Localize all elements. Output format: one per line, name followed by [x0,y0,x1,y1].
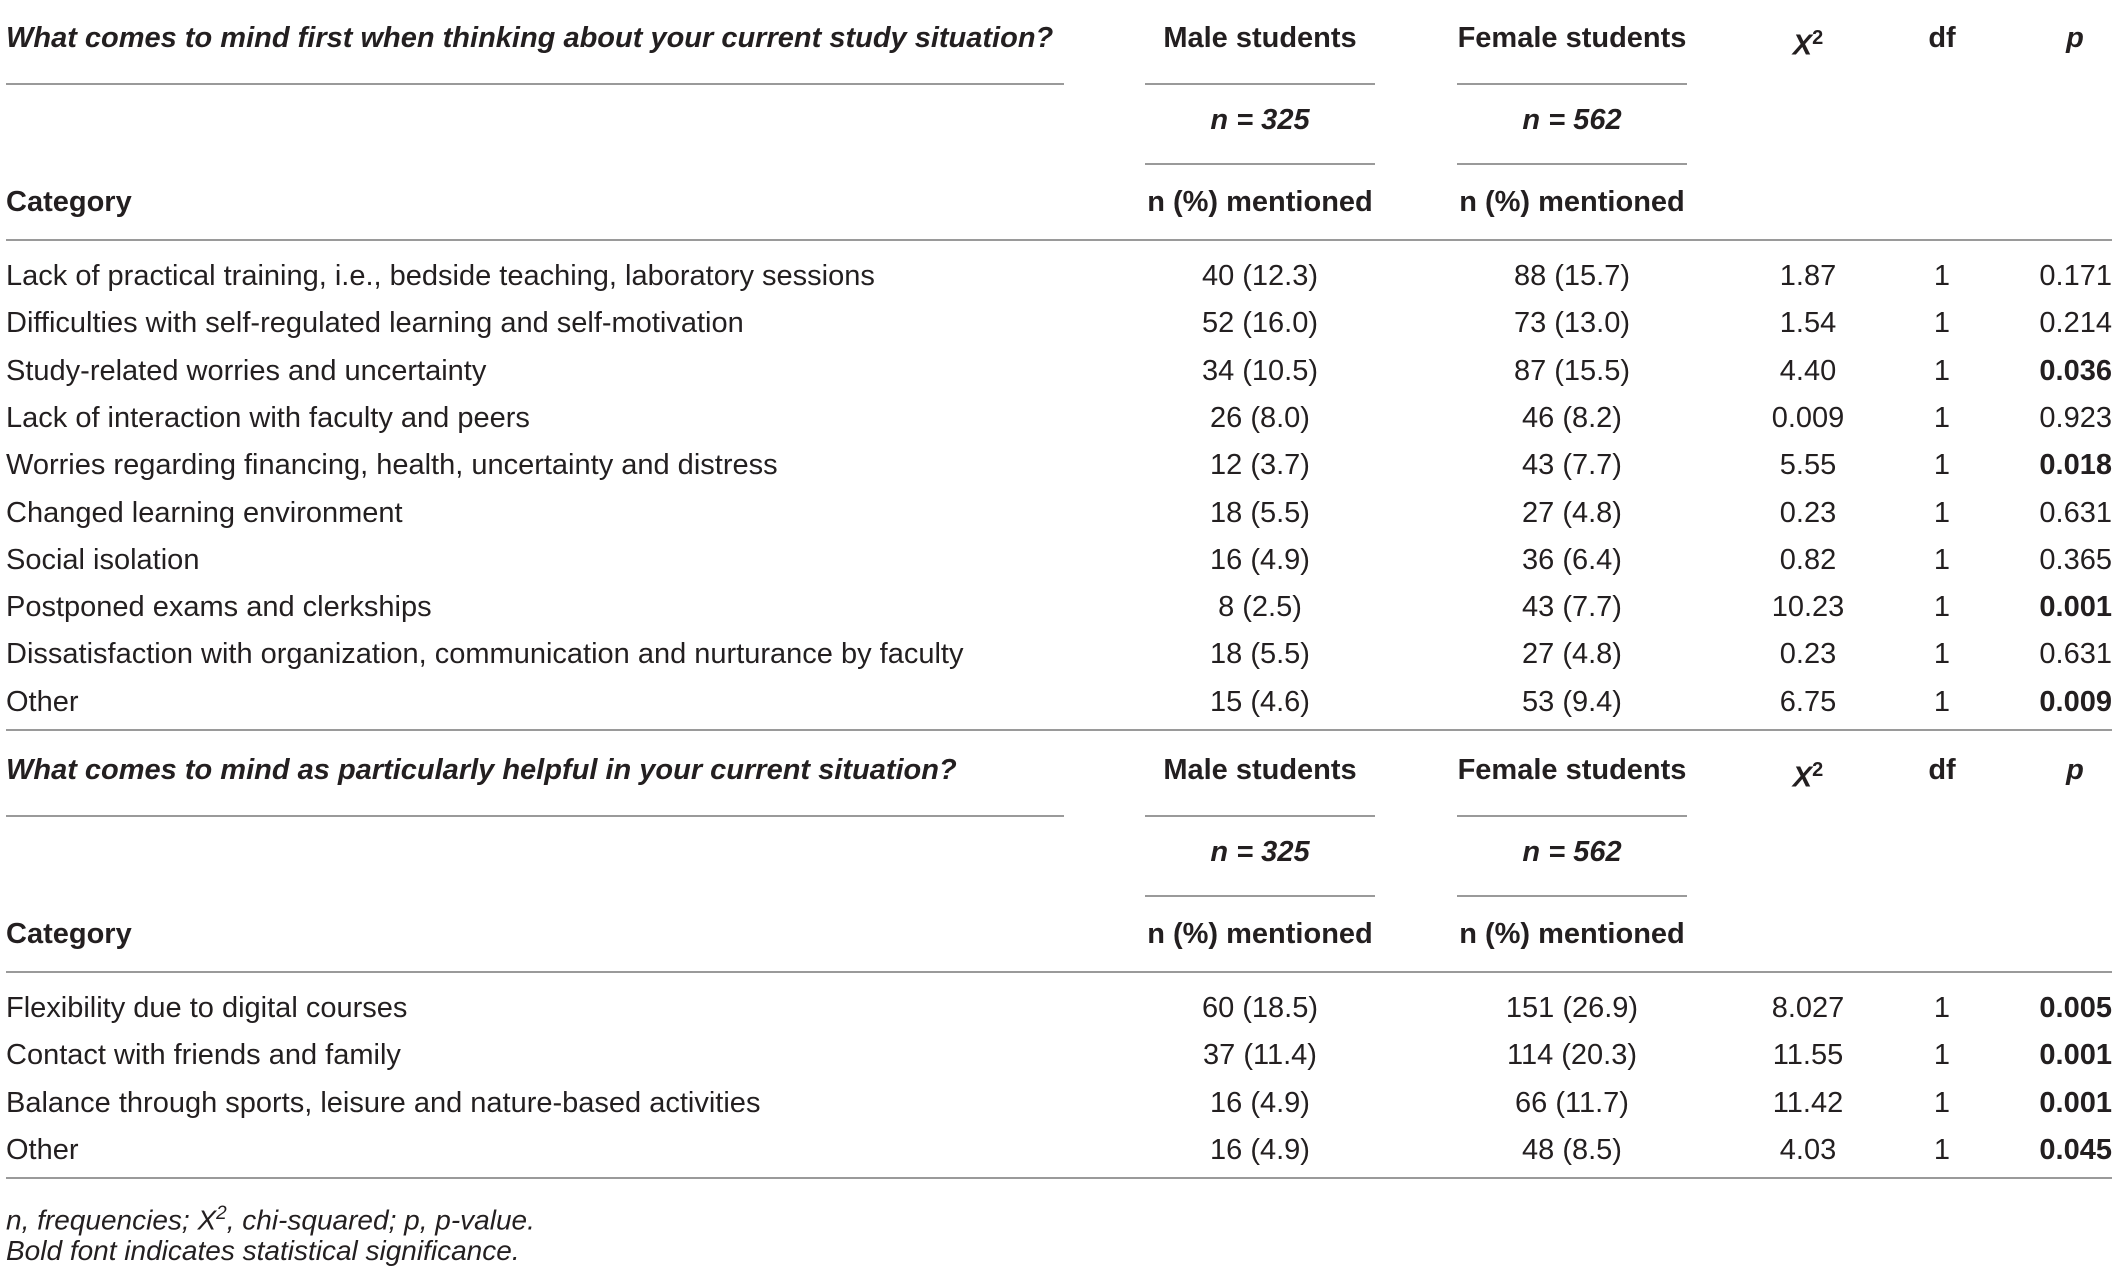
row-female-value: 88 (15.7) [1513,260,1631,292]
row-female-value: 87 (15.5) [1513,354,1631,387]
row-male-value: 12 (3.7) [1210,449,1310,482]
row-category: Social isolation [6,543,200,576]
mentioned-female-header: n (%) mentioned [1459,918,1685,950]
row-p-value: 0.036 [2039,354,2112,387]
row-chi-value: 11.55 [1772,1039,1844,1072]
row-male-value: 18 (5.5) [1210,638,1310,671]
row-male-value: 16 (4.9) [1210,543,1310,576]
row-male-value: 16 (4.9) [1210,1133,1310,1166]
chi-superscript: 2 [1812,27,1824,49]
footnote-abbreviations [6,1196,535,1238]
col-header-df: df [1928,22,1956,54]
row-p-value: 0.214 [2039,307,2112,340]
row-chi-value: 5.55 [1779,449,1837,482]
row-female-value: 48 (8.5) [1522,1133,1622,1166]
row-chi-value: 0.82 [1779,543,1837,576]
row-category: Postponed exams and clerkships [6,591,432,624]
row-male-value: 26 (8.0) [1210,401,1310,434]
row-df-value: 1 [1933,496,1951,529]
row-category: Flexibility due to digital courses [6,992,408,1024]
row-p-value: 0.005 [2039,992,2112,1024]
row-category: Dissatisfaction with organization, communication and nurturance by faculty [6,638,964,671]
row-p-value: 0.171 [2039,260,2112,292]
row-df-value: 1 [1933,354,1951,387]
row-category: Other [6,1133,79,1166]
row-df-value: 1 [1933,1086,1951,1119]
row-df-value: 1 [1933,449,1951,482]
col-header-male: Male students [1163,754,1357,786]
male-underline [1145,83,1375,85]
row-chi-value: 0.23 [1779,638,1837,671]
row-female-value: 66 (11.7) [1515,1086,1629,1119]
row-male-value: 16 (4.9) [1210,1086,1310,1119]
row-df-value: 1 [1933,307,1951,340]
row-female-value: 53 (9.4) [1522,685,1622,718]
n-male-underline [1145,895,1375,897]
chi-symbol: X [1792,29,1813,62]
row-male-value: 37 (11.4) [1203,1039,1317,1072]
col-header-chi-squared [1748,20,1868,64]
female-underline [1457,83,1687,85]
row-chi-value: 11.42 [1772,1086,1844,1119]
row-df-value: 1 [1933,992,1951,1024]
col-header-df: df [1928,754,1956,786]
row-male-value: 8 (2.5) [1218,591,1302,624]
row-df-value: 1 [1933,260,1951,292]
row-male-value: 34 (10.5) [1201,354,1319,387]
row-df-value: 1 [1933,591,1951,624]
col-header-p: p [2066,22,2084,54]
section-bottom-rule [6,1177,2112,1179]
row-p-value: 0.631 [2039,638,2112,671]
row-female-value: 27 (4.8) [1522,638,1622,671]
row-p-value: 0.001 [2039,1086,2112,1119]
category-header: Category [6,918,132,950]
row-df-value: 1 [1933,638,1951,671]
row-chi-value: 8.027 [1771,992,1845,1024]
row-df-value: 1 [1933,1133,1951,1166]
n-female: n = 562 [1522,104,1622,136]
row-p-value: 0.365 [2039,543,2112,576]
row-male-value: 18 (5.5) [1210,496,1310,529]
mentioned-female-header: n (%) mentioned [1459,186,1685,218]
mentioned-male-header: n (%) mentioned [1147,918,1373,950]
col-header-chi-squared [1748,752,1868,796]
row-female-value: 43 (7.7) [1522,449,1622,482]
row-female-value: 36 (6.4) [1522,543,1622,576]
row-chi-value: 10.23 [1771,591,1845,624]
row-chi-value: 1.87 [1779,260,1837,292]
header-bottom-rule [6,971,2112,973]
col-header-male: Male students [1163,22,1357,54]
section-question: What comes to mind as particularly helpful in your current situation? [6,754,957,786]
footnote-significance: Bold font indicates statistical significance. [6,1235,520,1266]
row-female-value: 46 (8.2) [1522,401,1622,434]
category-header: Category [6,186,132,218]
row-p-value: 0.045 [2039,1133,2112,1166]
female-underline [1457,815,1687,817]
male-underline [1145,815,1375,817]
n-female-underline [1457,163,1687,165]
n-male: n = 325 [1210,104,1310,136]
question-underline [6,83,1064,85]
row-df-value: 1 [1933,685,1951,718]
row-category: Balance through sports, leisure and nature-based activities [6,1086,761,1119]
row-p-value: 0.631 [2039,496,2112,529]
row-chi-value: 0.23 [1779,496,1837,529]
question-underline [6,815,1064,817]
row-category: Worries regarding financing, health, uncertainty and distress [6,449,778,482]
chi-superscript: 2 [1812,759,1824,781]
row-female-value: 114 (20.3) [1506,1039,1638,1072]
row-df-value: 1 [1933,1039,1951,1072]
row-p-value: 0.001 [2039,591,2112,624]
col-header-p: p [2066,754,2084,786]
n-female-underline [1457,895,1687,897]
n-female: n = 562 [1522,836,1622,868]
row-category: Lack of practical training, i.e., bedside teaching, laboratory sessions [6,260,875,292]
row-df-value: 1 [1933,543,1951,576]
row-p-value: 0.009 [2039,685,2112,718]
row-category: Changed learning environment [6,496,403,529]
row-df-value: 1 [1933,401,1951,434]
row-category: Other [6,685,79,718]
row-category: Contact with friends and family [6,1039,401,1072]
row-female-value: 27 (4.8) [1522,496,1622,529]
row-p-value: 0.923 [2039,401,2112,434]
footnote-text-b: , chi-squared; p, p-value. [226,1204,535,1236]
row-chi-value: 4.03 [1779,1133,1837,1166]
row-p-value: 0.001 [2039,1039,2112,1072]
chi-symbol: X [1792,761,1813,794]
col-header-female: Female students [1457,754,1687,786]
row-p-value: 0.018 [2039,449,2112,482]
section-bottom-rule [6,729,2112,731]
footnote-text-a: n, frequencies; X [6,1204,217,1236]
row-chi-value: 1.54 [1779,307,1837,340]
footnote-superscript: 2 [216,1203,227,1224]
row-male-value: 52 (16.0) [1201,307,1319,340]
row-male-value: 60 (18.5) [1201,992,1319,1024]
row-category: Lack of interaction with faculty and peers [6,401,530,434]
row-chi-value: 4.40 [1779,354,1837,387]
row-female-value: 43 (7.7) [1522,591,1622,624]
row-female-value: 151 (26.9) [1505,992,1639,1024]
header-bottom-rule [6,239,2112,241]
row-category: Difficulties with self-regulated learning and self-motivation [6,307,744,340]
n-male: n = 325 [1210,836,1310,868]
row-category: Study-related worries and uncertainty [6,354,487,387]
mentioned-male-header: n (%) mentioned [1147,186,1373,218]
row-female-value: 73 (13.0) [1513,307,1631,340]
row-male-value: 40 (12.3) [1201,260,1319,292]
row-chi-value: 6.75 [1779,685,1837,718]
col-header-female: Female students [1457,22,1687,54]
section-question: What comes to mind first when thinking about your current study situation? [6,22,1054,54]
row-chi-value: 0.009 [1771,401,1845,434]
n-male-underline [1145,163,1375,165]
row-male-value: 15 (4.6) [1210,685,1310,718]
